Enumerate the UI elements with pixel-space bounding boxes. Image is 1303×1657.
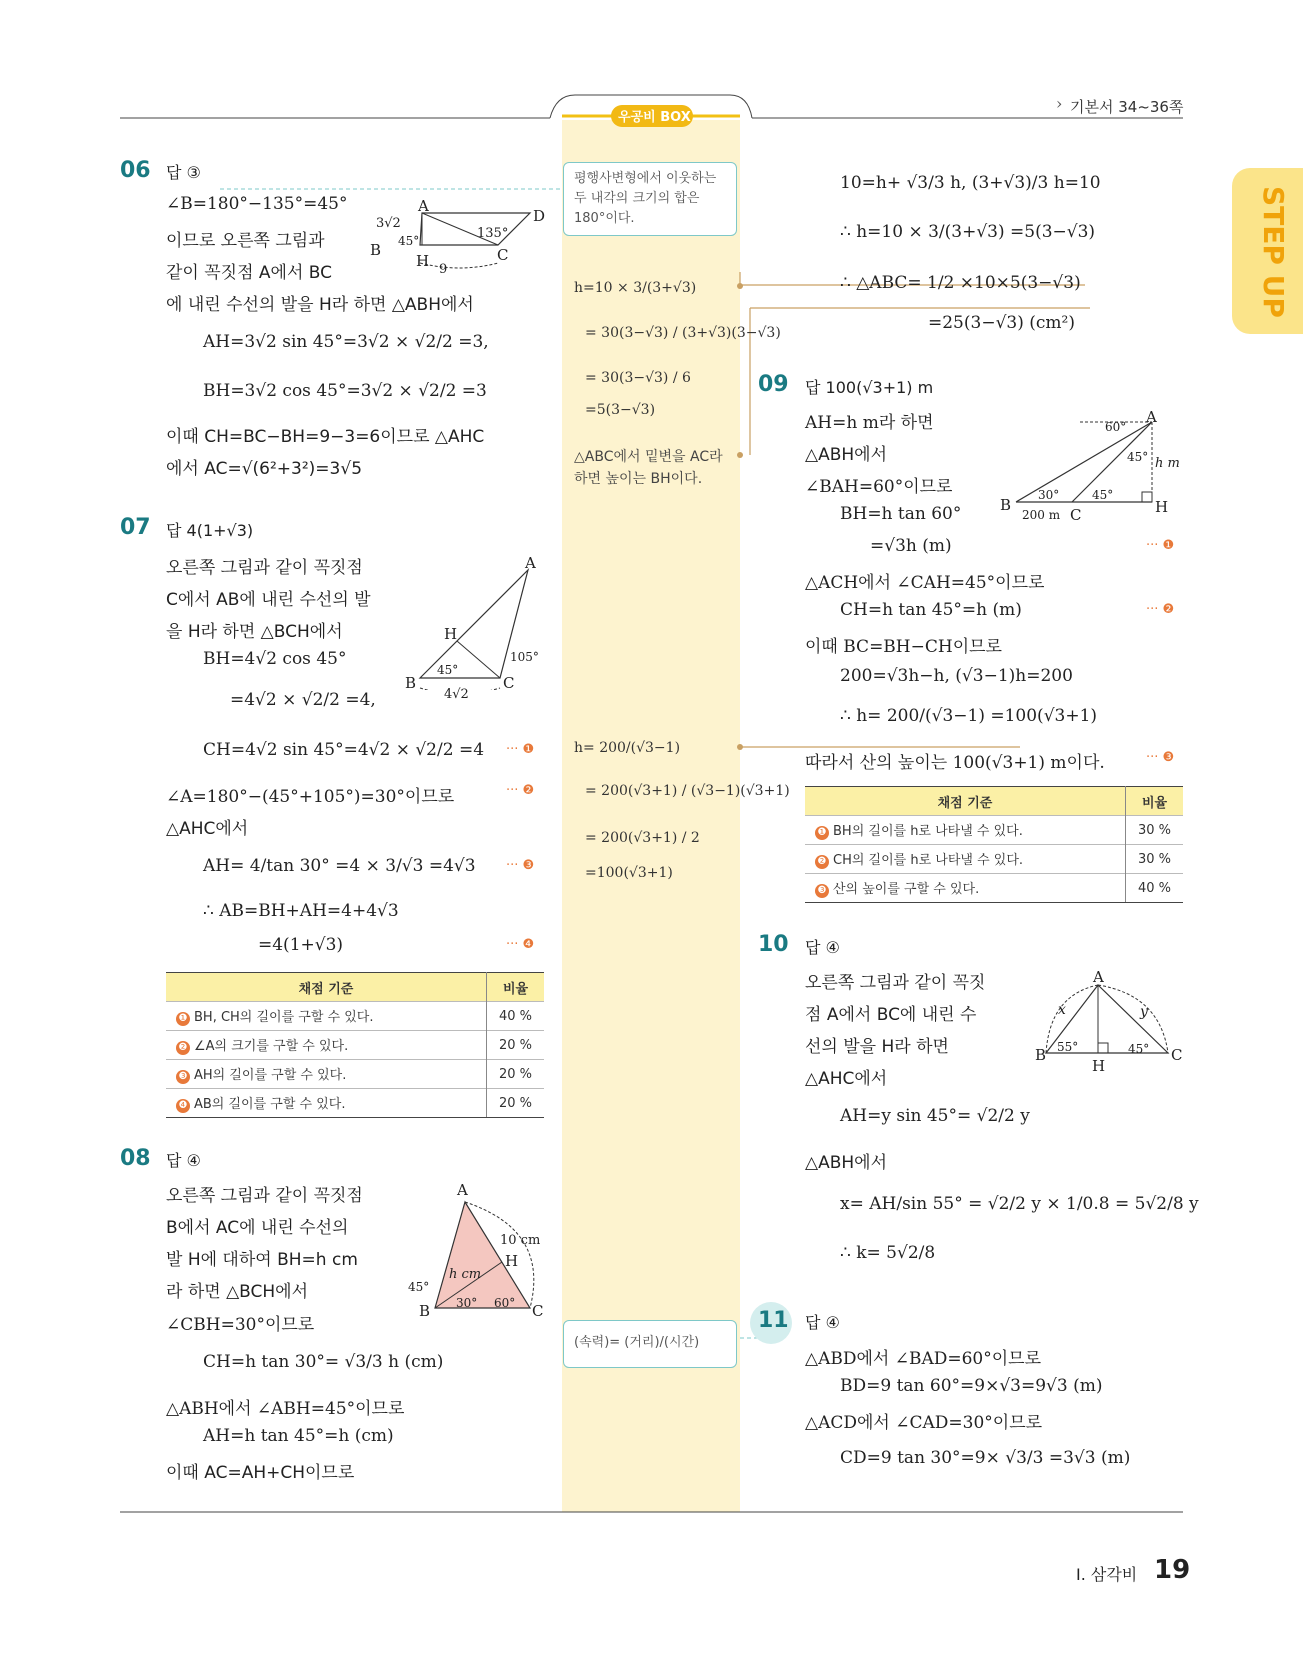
problem-11-number: 11 xyxy=(758,1308,789,1333)
p07-fig-base: 4√2 xyxy=(444,687,469,702)
p06-line: 이므로 오른쪽 그림과 xyxy=(166,231,325,251)
p09-fig-h: H xyxy=(1155,498,1169,516)
p07-line: △AHC에서 xyxy=(166,819,249,839)
mid-calc2: = 200(√3+1) / (√3−1)(√3+1) xyxy=(585,783,790,799)
hint-box-parallelogram: 평행사변형에서 이웃하는 두 내각의 크기의 합은 180°이다. xyxy=(563,162,737,236)
p11-line: BD=9 tan 60°=9×√3=9√3 (m) xyxy=(840,1376,1103,1396)
problem-09-number: 09 xyxy=(758,372,789,397)
table-cell: 20 % xyxy=(487,1089,545,1118)
step-badge: ❶ xyxy=(815,826,829,840)
step-up-label: STEP UP xyxy=(1257,186,1290,318)
p07-line: 오른쪽 그림과 같이 꼭짓점 xyxy=(166,558,363,578)
table-row xyxy=(166,1060,544,1089)
hint-box-speed: (속력)= (거리)/(시간) xyxy=(563,1320,737,1368)
p07-fig-ang1: 45° xyxy=(437,663,459,677)
p09-score-table xyxy=(805,786,1183,903)
mid-calc2: = 200(√3+1) / 2 xyxy=(585,830,700,846)
p07-tag: ··· ❸ xyxy=(506,858,535,873)
table-cell: CH의 길이를 h로 나타낼 수 있다. xyxy=(833,853,1024,868)
p09-tag: ··· ❷ xyxy=(1146,602,1175,617)
p08-line: B에서 AC에 내린 수선의 xyxy=(166,1218,349,1238)
p09-fig-ang30: 30° xyxy=(1038,488,1060,502)
p09-line: ∴ h= 200/(√3−1) =100(√3+1) xyxy=(840,706,1098,726)
chevron-right-icon: › xyxy=(1056,94,1063,113)
p06-fig-d: D xyxy=(533,207,546,225)
p06-fig-c: C xyxy=(497,246,509,264)
p06-fig-a: A xyxy=(418,197,429,215)
p09-fig-ang45a: 45° xyxy=(1127,450,1149,464)
table-cell: BH, CH의 길이를 구할 수 있다. xyxy=(194,1010,374,1025)
problem-06-number: 06 xyxy=(120,158,151,183)
right-top-line: 10=h+ √3/3 h, (3+√3)/3 h=10 xyxy=(840,173,1101,193)
p08-line: 이때 AC=AH+CH이므로 xyxy=(166,1463,355,1483)
p07-fig-c: C xyxy=(503,674,515,692)
p09-fig-a: A xyxy=(1146,408,1157,426)
p07-fig-h: H xyxy=(444,625,458,643)
table-row xyxy=(805,816,1183,845)
p09-line: △ABH에서 xyxy=(805,445,887,465)
p07-score-table xyxy=(166,972,544,1118)
p09-line: △ACH에서 ∠CAH=45°이므로 xyxy=(805,573,1045,593)
p06-fig-base: 9 xyxy=(439,262,448,277)
p10-line: △ABH에서 xyxy=(805,1153,887,1173)
p08-fig-c: C xyxy=(532,1302,544,1320)
p10-fig-a: A xyxy=(1093,968,1104,986)
table-row xyxy=(805,845,1183,874)
p09-tag: ··· ❶ xyxy=(1146,538,1175,553)
problem-10-number: 10 xyxy=(758,932,789,957)
step-badge: ❷ xyxy=(815,855,829,869)
p07-tag: ··· ❶ xyxy=(506,742,535,757)
p06-line: 이때 CH=BC−BH=9−3=6이므로 △AHC xyxy=(166,427,485,447)
problem-07-answer: 답 4(1+√3) xyxy=(166,521,254,540)
p08-line: 오른쪽 그림과 같이 꼭짓점 xyxy=(166,1186,363,1206)
table-row xyxy=(805,874,1183,903)
p09-fig-ang45b: 45° xyxy=(1092,488,1114,502)
p06-fig-ang2: 135° xyxy=(477,226,509,241)
p08-line: AH=h tan 45°=h (cm) xyxy=(203,1426,394,1446)
step-badge: ❸ xyxy=(176,1070,190,1084)
p06-line: BH=3√2 cos 45°=3√2 × √2/2 =3 xyxy=(203,381,487,401)
p08-line: 라 하면 △BCH에서 xyxy=(166,1282,309,1302)
p10-line: 오른쪽 그림과 같이 꼭짓 xyxy=(805,973,986,993)
p07-line: BH=4√2 cos 45° xyxy=(203,649,347,669)
footer-chapter: I. 삼각비 xyxy=(1076,1565,1138,1584)
p09-line: ∠BAH=60°이므로 xyxy=(805,477,953,497)
table-row xyxy=(166,1031,544,1060)
p08-fig-a: A xyxy=(457,1181,468,1199)
table-cell: 30 % xyxy=(1126,845,1184,874)
p08-line: 발 H에 대하여 BH=h cm xyxy=(166,1250,358,1270)
p07-line: AH= 4/tan 30° =4 × 3/√3 =4√3 xyxy=(203,856,476,876)
table-header: 채점 기준 xyxy=(166,973,487,1002)
p10-fig-b: B xyxy=(1035,1046,1047,1064)
p06-figure xyxy=(370,195,550,275)
table-cell: AH의 길이를 구할 수 있다. xyxy=(194,1068,347,1083)
step-badge: ❷ xyxy=(176,1041,190,1055)
problem-11-answer: 답 ④ xyxy=(805,1313,840,1332)
p09-fig-b: B xyxy=(1000,496,1012,514)
p06-line: ∠B=180°−135°=45° xyxy=(166,194,348,214)
p08-line: CH=h tan 30°= √3/3 h (cm) xyxy=(203,1352,444,1372)
p08-fig-hlabel: h cm xyxy=(449,1267,482,1282)
p07-line: CH=4√2 sin 45°=4√2 × √2/2 =4 xyxy=(203,740,485,760)
p07-tag: ··· ❹ xyxy=(506,937,535,952)
p07-fig-ang2: 105° xyxy=(510,650,539,664)
p09-line: 이때 BC=BH−CH이므로 xyxy=(805,637,1002,657)
mid-calc1: =5(3−√3) xyxy=(585,402,656,418)
p09-fig-ang60: 60° xyxy=(1105,420,1127,434)
p10-fig-h: H xyxy=(1092,1057,1106,1075)
table-cell: 산의 높이를 구할 수 있다. xyxy=(833,882,980,897)
problem-06-answer: 답 ③ xyxy=(166,163,201,182)
p08-fig-b: B xyxy=(419,1302,431,1320)
p07-fig-b: B xyxy=(405,674,417,692)
table-cell: 20 % xyxy=(487,1031,545,1060)
p10-figure xyxy=(1030,975,1183,1065)
p06-line: AH=3√2 sin 45°=3√2 × √2/2 =3, xyxy=(203,332,489,352)
p09-line: AH=h m라 하면 xyxy=(805,413,934,433)
step-badge: ❹ xyxy=(176,1099,190,1113)
table-cell: 30 % xyxy=(1126,816,1184,845)
p11-line: △ACD에서 ∠CAD=30°이므로 xyxy=(805,1413,1043,1433)
p06-fig-ang1: 45° xyxy=(398,234,420,248)
p10-line: x= AH/sin 55° = √2/2 y × 1/0.8 = 5√2/8 y xyxy=(840,1194,1199,1214)
p06-fig-b: B xyxy=(370,241,382,259)
p10-fig-ang45: 45° xyxy=(1128,1042,1150,1056)
p07-fig-a: A xyxy=(525,554,536,572)
p08-line: △ABH에서 ∠ABH=45°이므로 xyxy=(166,1399,405,1419)
p10-line: 점 A에서 BC에 내린 수 xyxy=(805,1005,977,1025)
p09-tag: ··· ❸ xyxy=(1146,750,1175,765)
p10-line: 선의 발을 H라 하면 xyxy=(805,1037,949,1057)
p07-tag: ··· ❷ xyxy=(506,783,535,798)
mid-calc1: = 30(3−√3) / (3+√3)(3−√3) xyxy=(585,325,781,341)
p09-line: =√3h (m) xyxy=(870,536,952,556)
p07-line: ∠A=180°−(45°+105°)=30°이므로 xyxy=(166,787,455,807)
p08-fig-ang60: 60° xyxy=(494,1296,516,1310)
p07-figure xyxy=(410,560,550,690)
mid-calc2: =100(√3+1) xyxy=(585,865,673,881)
p06-fig-h: H xyxy=(416,252,430,270)
p06-line: 같이 꼭짓점 A에서 BC xyxy=(166,263,333,283)
mid-calc1: h=10 × 3/(3+√3) xyxy=(574,280,697,296)
p08-fig-ang45: 45° xyxy=(408,1280,430,1294)
mid-note: △ABC에서 밑변을 AC라 하면 높이는 BH이다. xyxy=(574,449,723,487)
table-cell: 20 % xyxy=(487,1060,545,1089)
p09-line: BH=h tan 60° xyxy=(840,504,962,524)
problem-10-answer: 답 ④ xyxy=(805,938,840,957)
table-row xyxy=(166,1002,544,1031)
right-top-line: =25(3−√3) (cm²) xyxy=(928,313,1075,333)
p09-fig-dist: 200 m xyxy=(1022,508,1061,522)
p10-fig-c: C xyxy=(1171,1046,1183,1064)
p06-line: 에 내린 수선의 발을 H라 하면 △ABH에서 xyxy=(166,295,474,315)
header-ref: 기본서 34~36쪽 xyxy=(1070,98,1184,116)
table-cell: ∠A의 크기를 구할 수 있다. xyxy=(194,1039,349,1054)
table-header: 채점 기준 xyxy=(805,787,1126,816)
table-header: 비율 xyxy=(487,973,545,1002)
step-badge: ❶ xyxy=(176,1012,190,1026)
p08-figure xyxy=(410,1190,560,1320)
p06-fig-side: 3√2 xyxy=(376,216,401,231)
box-label: 우공비 BOX xyxy=(618,110,691,125)
p08-fig-h: H xyxy=(505,1252,519,1270)
table-row xyxy=(166,1089,544,1118)
step-badge: ❸ xyxy=(815,884,829,898)
p11-line: △ABD에서 ∠BAD=60°이므로 xyxy=(805,1349,1042,1369)
mid-calc2: h= 200/(√3−1) xyxy=(574,740,681,756)
p08-fig-side: 10 cm xyxy=(500,1233,541,1248)
p06-line: 에서 AC=√(6²+3²)=3√5 xyxy=(166,459,363,479)
p07-line: =4(1+√3) xyxy=(258,935,344,955)
p08-fig-ang30: 30° xyxy=(456,1296,478,1310)
p09-fig-hlabel: h m xyxy=(1155,456,1180,471)
table-cell: BH의 길이를 h로 나타낼 수 있다. xyxy=(833,824,1023,839)
table-header: 비율 xyxy=(1126,787,1184,816)
p07-line: 을 H라 하면 △BCH에서 xyxy=(166,622,343,642)
p10-fig-y: y xyxy=(1140,1004,1148,1020)
p09-line: CH=h tan 45°=h (m) xyxy=(840,600,1022,620)
p10-fig-ang55: 55° xyxy=(1057,1040,1079,1054)
p09-line: 따라서 산의 높이는 100(√3+1) m이다. xyxy=(805,753,1105,773)
table-cell: 40 % xyxy=(1126,874,1184,903)
p09-fig-c: C xyxy=(1070,506,1082,524)
problem-08-answer: 답 ④ xyxy=(166,1151,201,1170)
mid-calc1: = 30(3−√3) / 6 xyxy=(585,370,691,386)
p07-line: =4√2 × √2/2 =4, xyxy=(230,690,376,710)
p10-line: △AHC에서 xyxy=(805,1069,888,1089)
page-number: 19 xyxy=(1154,1555,1191,1585)
p07-line: ∴ AB=BH+AH=4+4√3 xyxy=(203,901,399,921)
right-top-line: ∴ △ABC= 1/2 ×10×5(3−√3) xyxy=(840,273,1081,293)
problem-07-number: 07 xyxy=(120,515,151,540)
p10-line: AH=y sin 45°= √2/2 y xyxy=(840,1106,1030,1126)
right-top-line: ∴ h=10 × 3/(3+√3) =5(3−√3) xyxy=(840,222,1096,242)
problem-08-number: 08 xyxy=(120,1146,151,1171)
p08-line: ∠CBH=30°이므로 xyxy=(166,1315,315,1335)
p09-line: 200=√3h−h, (√3−1)h=200 xyxy=(840,666,1073,686)
problem-09-answer: 답 100(√3+1) m xyxy=(805,378,934,397)
p11-line: CD=9 tan 30°=9× √3/3 =3√3 (m) xyxy=(840,1448,1131,1468)
step-up-tab xyxy=(1232,168,1303,334)
p10-fig-x: x xyxy=(1058,1002,1066,1018)
table-cell: 40 % xyxy=(487,1002,545,1031)
p10-line: ∴ k= 5√2/8 xyxy=(840,1243,936,1263)
p07-line: C에서 AB에 내린 수선의 발 xyxy=(166,590,371,610)
table-cell: AB의 길이를 구할 수 있다. xyxy=(194,1097,346,1112)
